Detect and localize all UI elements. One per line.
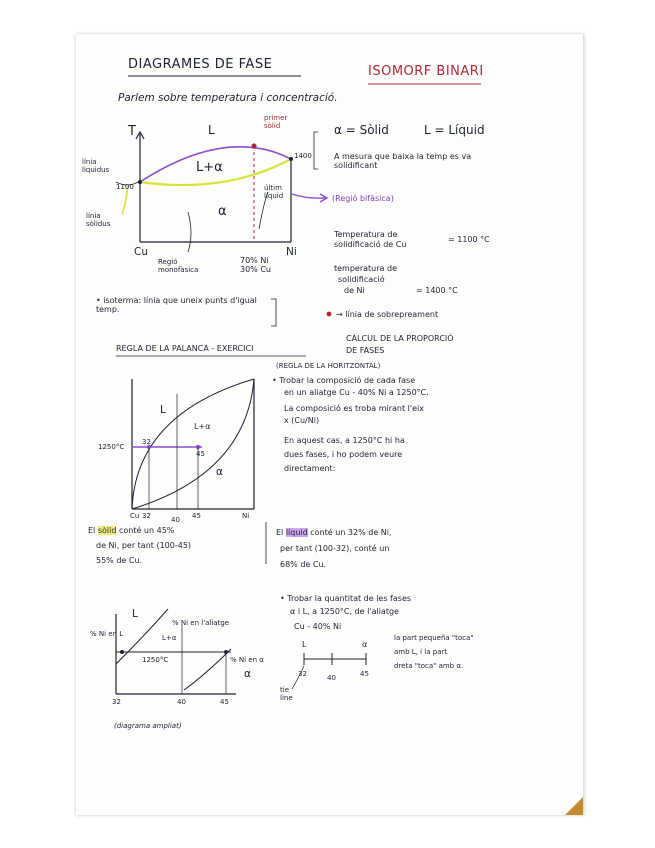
d1-monofasica: Regió monofàsica: [158, 258, 199, 274]
d1-solidus-label: línia sòlidus: [86, 212, 111, 228]
d1-alpha: α: [218, 204, 227, 219]
def-bifasica: (Regió bifàsica): [332, 194, 394, 203]
quant-alpha: α: [362, 640, 368, 649]
quant-tie-line: tie line: [280, 686, 293, 702]
result-solid-2: de Ni, per tant (100-45): [96, 541, 192, 550]
d2-x40: 40: [171, 516, 180, 524]
regla-b5: En aquest cas, a 1250°C hi ha: [284, 436, 405, 445]
d1-ultim-liquid: últim líquid: [264, 184, 284, 200]
d1-L: L: [208, 123, 215, 137]
d2-alpha: α: [216, 466, 223, 478]
d3-ampliat: (diagrama ampliat): [114, 722, 182, 730]
result-liquid-2: per tant (100-32), conté un: [280, 544, 390, 553]
def-temp-cu-2: solidificació de Cu: [334, 240, 407, 249]
d1-liquidus-label: línia liquidus: [82, 158, 110, 174]
d1-t1100: 1100: [116, 183, 134, 191]
quant-p1: la part pequeña "toca": [394, 634, 474, 642]
quant-b1: • Trobar la quantitat de les fases: [280, 594, 412, 603]
axis-T: T: [128, 124, 136, 139]
d2-L-alpha: L+α: [194, 422, 211, 431]
d1-L-alpha: L+α: [196, 160, 223, 175]
intro-text: Parlem sobre temperatura i concentració.: [118, 92, 338, 104]
d3-ni-alpha: % Ni en α: [230, 656, 264, 664]
result-liquid-1: El líquid conté un 32% de Ni,: [276, 528, 392, 537]
def-temp-cu-val: = 1100 °C: [448, 235, 490, 244]
d3-ni-en-L: % Ni en L: [90, 630, 124, 638]
d2-L: L: [160, 404, 166, 416]
quant-L: L: [302, 640, 307, 649]
d2-cu: Cu: [130, 512, 140, 520]
quant-p2: amb L, i la part: [394, 648, 448, 656]
d2-t1250: 1250°C: [98, 443, 125, 451]
regla-b3: La composició es troba mirant l'eix: [284, 404, 424, 413]
result-solid-3: 55% de Cu.: [96, 556, 143, 565]
d1-primer-solid: primer sòlid: [264, 114, 288, 130]
result-liquid-3: 68% de Cu.: [280, 560, 327, 569]
d2-x45: 45: [192, 512, 201, 520]
d1-composition: 70% Ni 30% Cu: [240, 256, 271, 274]
regla-heading: REGLA DE LA PALANCA - EXERCICI: [116, 344, 254, 353]
calcul-2: DE FASES: [346, 346, 385, 355]
d2-c45: 45: [196, 450, 205, 458]
quant-p3: dreta "toca" amb α.: [394, 662, 464, 670]
d3-x45: 45: [220, 698, 229, 706]
isoterma-note: • isoterma: línia que uneix punts d'igual temp.: [96, 296, 257, 314]
regla-b7: directament:: [284, 464, 336, 473]
d3-ni-aliatge: % Ni en l'aliatge: [172, 619, 230, 627]
page-corner: [565, 797, 583, 815]
d3-t1250: 1250°C: [142, 656, 169, 664]
d2-x32: 32: [142, 512, 151, 520]
def-subrepte: → línia de sobrepreament: [336, 310, 439, 319]
quant-b2: α i L, a 1250°C, de l'aliatge: [290, 607, 399, 616]
regla-horitzontal: (REGLA DE LA HORITZONTAL): [276, 362, 381, 370]
regla-b4: x (Cu/Ni): [284, 416, 320, 425]
def-L: L = Líquid: [424, 123, 485, 137]
def-alpha: α = Sòlid: [334, 123, 389, 137]
quant-40: 40: [327, 674, 336, 682]
title-sub: ISOMORF BINARI: [368, 64, 484, 79]
d3-L: L: [132, 608, 138, 620]
d2-c32: 32: [142, 438, 151, 446]
d3-L-alpha: L+α: [162, 634, 177, 642]
def-baixa: A mesura que baixa la temp es va solidificant: [334, 152, 472, 170]
d2-ni: Ni: [242, 512, 250, 520]
d3-x40: 40: [177, 698, 186, 706]
d1-ni: Ni: [286, 246, 297, 258]
quant-32: 32: [298, 670, 307, 678]
notebook-page: [76, 34, 584, 815]
def-temp-ni-val: = 1400 °C: [416, 286, 458, 295]
d1-t1400: 1400: [294, 152, 312, 160]
regla-b2: en un aliatge Cu - 40% Ni a 1250°C.: [284, 388, 429, 397]
calcul-1: CÀLCUL DE LA PROPORCIÓ: [346, 334, 454, 343]
regla-b1: • Trobar la composició de cada fase: [272, 376, 416, 385]
quant-45: 45: [360, 670, 369, 678]
d3-alpha: α: [244, 668, 251, 680]
d3-x32: 32: [112, 698, 121, 706]
regla-b6: dues fases, i ho podem veure: [284, 450, 403, 459]
def-temp-ni-2: solidificació: [338, 275, 385, 284]
d1-cu: Cu: [134, 246, 148, 258]
result-solid-1: El sòlid conté un 45%: [88, 526, 175, 535]
def-temp-cu-1: Temperatura de: [334, 230, 398, 239]
def-temp-ni-1: temperatura de: [334, 264, 397, 273]
quant-b3: Cu - 40% Ni: [294, 622, 342, 631]
title-main: DIAGRAMES DE FASE: [128, 57, 273, 72]
def-temp-ni-3: de Ni: [344, 286, 365, 295]
